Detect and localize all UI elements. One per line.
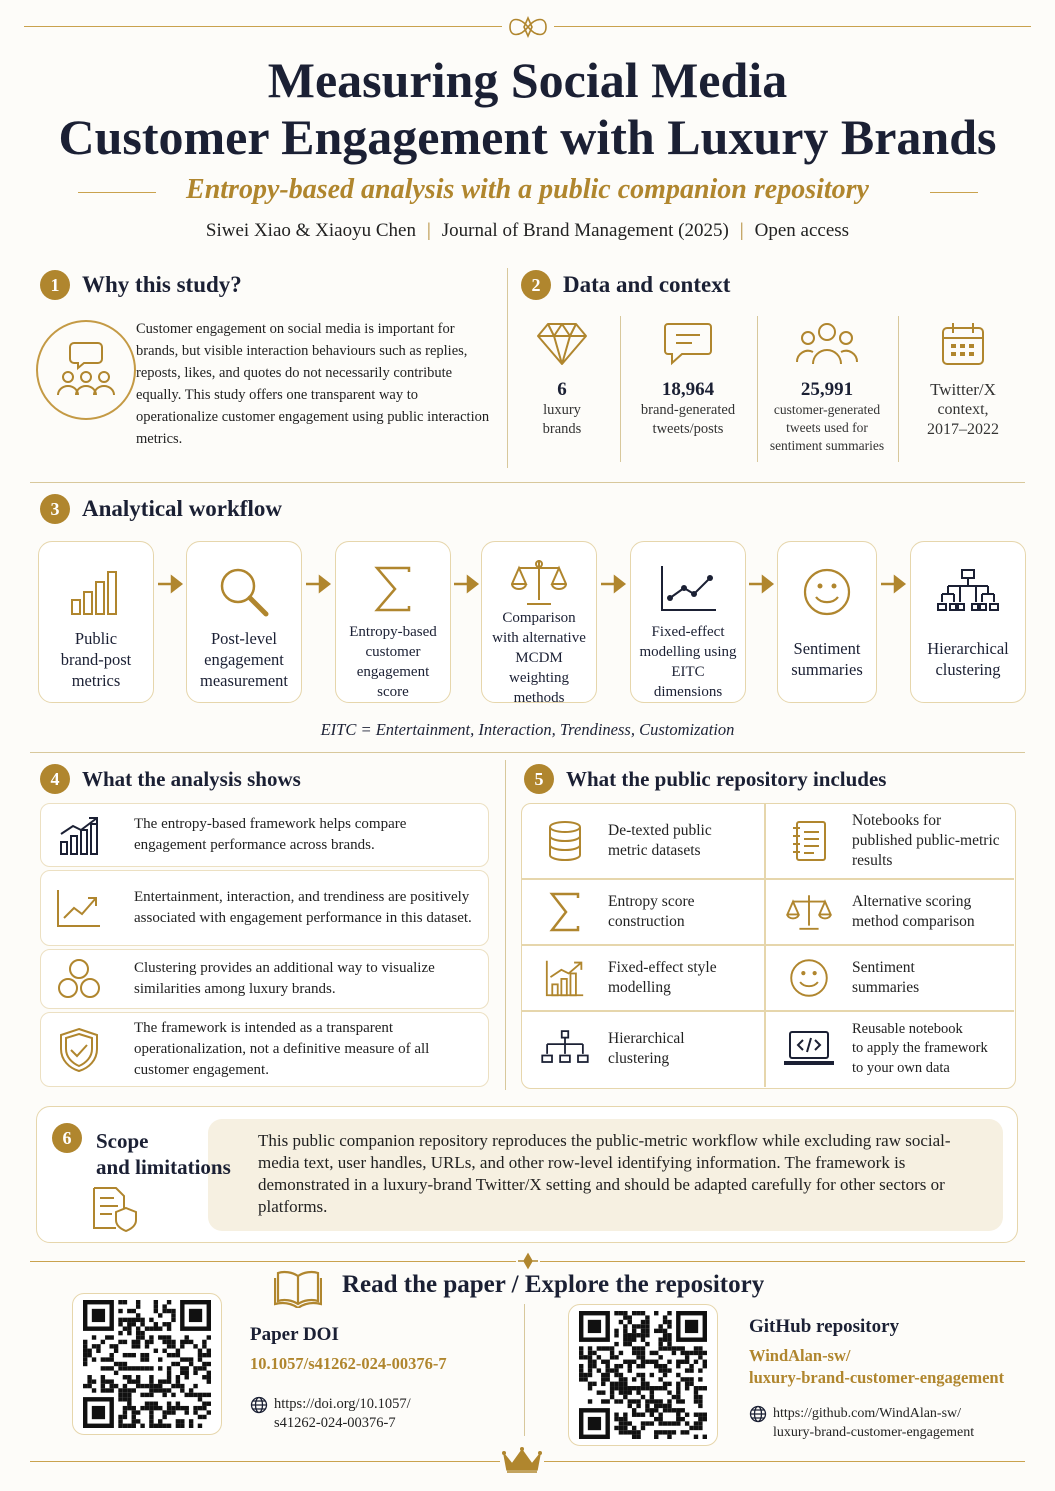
repo-item-label: Hierarchical: [608, 1030, 685, 1047]
finding-text: Clustering provides an additional way to visualize similarities among luxury brands.: [134, 960, 435, 997]
step-label: measurement: [200, 671, 288, 690]
section-number: 2: [521, 270, 551, 300]
engagement-people-icon: [36, 320, 136, 420]
section-title: Why this study?: [82, 272, 242, 297]
section-title: [96, 1128, 231, 1180]
divider: [757, 316, 758, 462]
repo-item: [522, 804, 764, 878]
step-label: engagement: [204, 650, 284, 669]
people-icon: [760, 320, 894, 373]
step-label: score: [377, 684, 409, 700]
trend-line-icon: [41, 888, 116, 928]
repo-item-label: Alternative scoring: [852, 892, 972, 910]
section-title: What the analysis shows: [82, 766, 301, 791]
eitc-definition: EITC = Entertainment, Interaction, Trendiness, Customization: [320, 720, 735, 739]
divider: [505, 760, 506, 1090]
qr-code-icon: [83, 1300, 211, 1428]
page-title: Measuring Social Media Customer Engagement with Luxury Brands: [58, 52, 997, 165]
stat-context: [910, 320, 1016, 440]
step-label: methods: [513, 690, 565, 706]
balance-scale-icon: [511, 556, 567, 608]
step-label: modelling using: [639, 644, 737, 660]
step-label: customer: [365, 644, 421, 660]
arrow-right-icon: [304, 572, 334, 596]
divider: [620, 316, 621, 462]
step-label: EITC dimensions: [653, 664, 723, 700]
repo-name-line: luxury-brand-customer-engagement: [749, 1368, 1005, 1387]
repo-item-label: De-texted public: [608, 822, 712, 839]
divider: [30, 752, 1025, 753]
byline: Siwei Xiao & Xiaoyu Chen | Journal of Brand Management (2025) | Open access: [205, 220, 850, 241]
sigma-icon: [522, 891, 608, 933]
smiley-icon: [801, 556, 853, 628]
workflow-step: [777, 541, 877, 703]
repo-item-label: Reusable notebook: [852, 1020, 963, 1037]
section-2-header: [521, 270, 730, 300]
divider: [30, 482, 1025, 483]
balance-scale-icon: [766, 892, 852, 932]
section-title: Data and context: [563, 272, 731, 297]
stat-customer-tweets: [760, 320, 894, 455]
repo-item-label: method comparison: [852, 912, 975, 930]
bar-chart-icon: [68, 556, 124, 628]
url-line: https://github.com/WindAlan-sw/: [773, 1406, 962, 1421]
arrow-right-icon: [599, 572, 629, 596]
stat-label: sentiment summaries: [769, 438, 885, 453]
paper-url[interactable]: [274, 1395, 411, 1433]
repo-item-label: Fixed-effect style: [608, 958, 717, 976]
arrow-right-icon: [879, 572, 909, 596]
growth-bars-icon: [41, 814, 116, 856]
stat-brands: [522, 320, 602, 439]
repo-item-label: construction: [608, 912, 685, 930]
repo-item: [522, 945, 764, 1010]
section-title: Analytical workflow: [82, 496, 282, 521]
authors: Siwei Xiao & Xiaoyu Chen: [205, 220, 416, 241]
line-chart-icon: [658, 556, 718, 622]
repo-item: [766, 945, 1014, 1010]
magnifier-icon: [216, 556, 272, 628]
repo-item: [522, 1011, 764, 1087]
repo-name-line: WindAlan-sw/: [749, 1346, 851, 1365]
arrow-right-icon: [452, 572, 482, 596]
cluster-circles-icon: [41, 957, 116, 1001]
stat-label: customer-generated: [773, 402, 881, 417]
smiley-icon: [766, 957, 852, 999]
stat-label: context,: [937, 401, 989, 418]
finding-row: [40, 870, 489, 946]
repository-contents-grid: [521, 803, 1016, 1089]
finding-row: [40, 1012, 489, 1087]
paper-qr-code[interactable]: [72, 1293, 222, 1435]
stat-label: brands: [542, 421, 582, 437]
finding-text: The entropy-based framework helps compare engagement performance across brands.: [134, 816, 407, 853]
sigma-icon: [371, 556, 415, 622]
step-label: clustering: [935, 660, 1001, 679]
section-3-header: [40, 494, 282, 524]
growth-bars-icon: [522, 958, 608, 998]
workflow-step: [186, 541, 302, 703]
qr-code-icon: [579, 1311, 707, 1439]
section-6-header: [52, 1123, 82, 1153]
hierarchy-icon: [936, 556, 1000, 628]
journal: Journal of Brand Management (2025): [441, 220, 729, 241]
repo-item-label: modelling: [608, 978, 671, 996]
chat-bubble-icon: [628, 320, 748, 373]
document-shield-icon: [90, 1184, 140, 1237]
shield-check-icon: [41, 1027, 116, 1073]
repository-qr-code[interactable]: [568, 1304, 718, 1446]
repo-item-label: summaries: [852, 978, 920, 996]
stat-label: tweets used for: [786, 420, 868, 435]
why-study-text: Customer engagement on social media is important for brands, but visible interaction behaviours such as replies, reposts, likes, and quotes do not necessarily contribute equally. This study offers one transparent way to operationalize customer engagement using public interaction metrics.: [136, 321, 490, 447]
workflow-step: [38, 541, 154, 703]
step-label: MCDM weighting: [509, 650, 569, 686]
step-label: Post-level: [211, 629, 277, 648]
section-number: 1: [40, 270, 70, 300]
crown-icon: [500, 1446, 544, 1476]
repo-item: [766, 1011, 1014, 1087]
repo-item-label: Notebooks for: [852, 812, 942, 829]
step-label: engagement: [356, 664, 430, 680]
repo-label: GitHub repository: [749, 1316, 900, 1337]
url-line: https://doi.org/10.1057/: [274, 1396, 411, 1412]
top-ornament-icon: [502, 12, 554, 42]
step-label: metrics: [71, 671, 121, 690]
calendar-icon: [910, 320, 1016, 373]
repo-item-label: metric datasets: [608, 842, 701, 859]
step-label: brand-post: [60, 650, 132, 669]
scope-text: This public companion repository reproduces the public-metric workflow while excluding raw social-media text, user handles, URLs, and other row-level identifying information. The framework is demonstrated in a luxury-brand Twitter/X setting and should be adapted carefully for other sectors or platforms.: [258, 1131, 951, 1216]
database-icon: [522, 820, 608, 862]
repo-item-label: to your own data: [852, 1059, 950, 1076]
step-label: with alternative: [492, 630, 586, 646]
repo-url[interactable]: [773, 1404, 974, 1442]
finding-row: [40, 803, 489, 867]
divider: [898, 316, 899, 462]
footer-heading: Read the paper / Explore the repository: [342, 1271, 765, 1298]
section-title: What the public repository includes: [566, 766, 887, 791]
step-label: Comparison: [502, 610, 576, 626]
repo-link[interactable]: [749, 1345, 1004, 1389]
paper-doi-label: Paper DOI: [250, 1324, 339, 1345]
workflow-step: [630, 541, 746, 703]
repo-item: [766, 879, 1014, 944]
repo-item-label: published public-metric: [852, 832, 1000, 849]
repo-item: [522, 879, 764, 944]
section-title-line: Scope: [96, 1129, 149, 1153]
paper-doi-link[interactable]: 10.1057/s41262-024-00376-7: [250, 1354, 447, 1373]
open-book-icon: [274, 1268, 322, 1313]
finding-row: [40, 949, 489, 1009]
stat-label: brand-generated: [640, 402, 736, 418]
workflow-step: [910, 541, 1026, 703]
finding-text: Entertainment, interaction, and trendiness are positively associated with engagement performance in this dataset.: [134, 889, 472, 926]
diamond-icon: [522, 320, 602, 373]
notebook-icon: [766, 820, 852, 862]
stat-value: 6: [557, 379, 567, 400]
section-5-header: [524, 764, 886, 794]
stat-value: 25,991: [800, 379, 854, 400]
section-1-header: [40, 270, 242, 300]
stat-label: tweets/posts: [652, 421, 724, 437]
section-number: 6: [52, 1123, 82, 1153]
repo-item-label: Entropy score: [608, 892, 695, 910]
divider: [507, 268, 508, 468]
section-number: 5: [524, 764, 554, 794]
access-status: Open access: [754, 220, 850, 241]
section-4-header: [40, 764, 301, 794]
step-label: summaries: [791, 660, 863, 679]
url-line: s41262-024-00376-7: [274, 1415, 396, 1431]
repo-item-label: results: [852, 852, 893, 869]
stat-label: 2017–2022: [927, 421, 999, 438]
repo-item: [766, 804, 1014, 878]
section-title-line: and limitations: [96, 1155, 231, 1179]
hierarchy-icon: [522, 1029, 608, 1069]
stat-value: 18,964: [661, 379, 715, 400]
laptop-code-icon: [766, 1030, 852, 1068]
divider: [524, 1304, 525, 1436]
subtitle: Entropy-based analysis with a public companion repository: [186, 174, 869, 205]
stat-label: Twitter/X: [930, 380, 996, 399]
small-ornament-icon: [516, 1252, 540, 1270]
arrow-right-icon: [747, 572, 777, 596]
step-label: Sentiment: [793, 639, 861, 658]
url-line: luxury-brand-customer-engagement: [773, 1425, 975, 1440]
stat-label: luxury: [543, 402, 581, 418]
step-label: Entropy-based: [349, 624, 437, 640]
section-number: 3: [40, 494, 70, 524]
step-label: Fixed-effect: [651, 624, 725, 640]
globe-icon: [749, 1405, 767, 1428]
stat-brand-posts: [628, 320, 748, 439]
step-label: Public: [74, 629, 118, 648]
finding-text: The framework is intended as a transparent operationalization, not a definitive measure of all customer engagement.: [134, 1020, 430, 1078]
workflow-step: [335, 541, 451, 703]
workflow-step: [481, 541, 597, 706]
globe-icon: [250, 1396, 268, 1419]
repo-item-label: clustering: [608, 1050, 670, 1067]
repo-item-label: Sentiment: [852, 958, 915, 976]
repo-item-label: to apply the framework: [852, 1040, 988, 1057]
step-label: Hierarchical: [927, 639, 1009, 658]
arrow-right-icon: [156, 572, 186, 596]
section-number: 4: [40, 764, 70, 794]
